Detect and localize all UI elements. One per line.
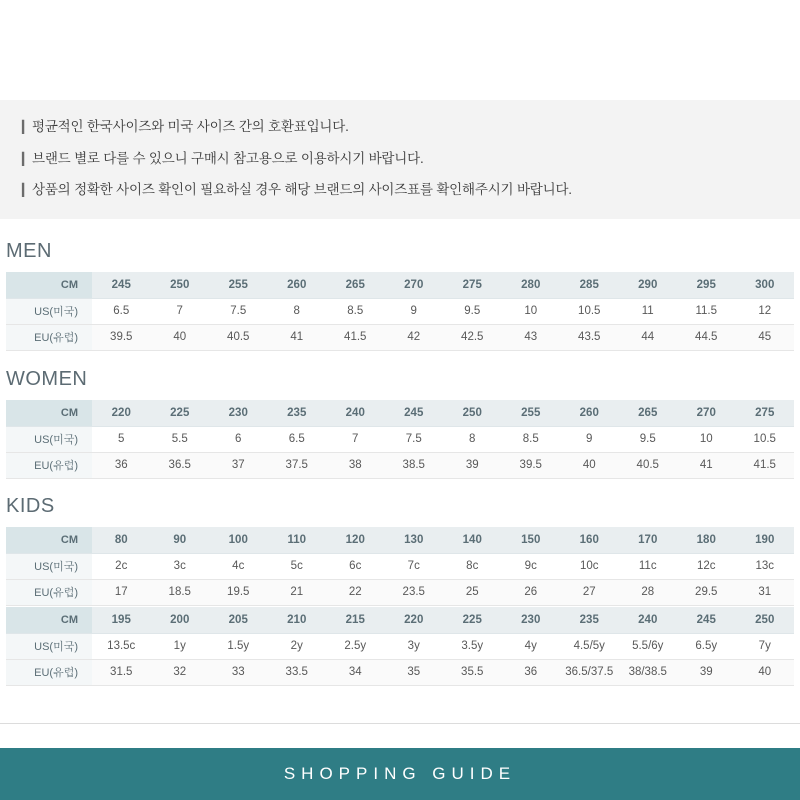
cell: 10.5 <box>736 426 795 452</box>
cell: 28 <box>619 579 678 605</box>
cell: 250 <box>151 272 210 298</box>
cell: 90 <box>151 527 210 553</box>
table-row <box>6 607 794 633</box>
cell: 32 <box>151 659 210 685</box>
cell: 43.5 <box>560 324 619 350</box>
table-row <box>6 659 794 685</box>
cell: 6.5y <box>677 633 736 659</box>
cell: 5 <box>92 426 151 452</box>
cell: 2c <box>92 553 151 579</box>
cell: 3c <box>151 553 210 579</box>
cell: 42.5 <box>443 324 502 350</box>
cell: 290 <box>619 272 678 298</box>
cell: 7y <box>736 633 795 659</box>
cell: 8.5 <box>326 298 385 324</box>
table-row <box>6 426 794 452</box>
row-label: EU(유럽) <box>6 452 92 478</box>
cell: 4.5/5y <box>560 633 619 659</box>
cell: 270 <box>677 400 736 426</box>
cell: 13.5c <box>92 633 151 659</box>
cell: 255 <box>209 272 268 298</box>
cell: 255 <box>502 400 561 426</box>
cell: 220 <box>385 607 444 633</box>
cell: 2.5y <box>326 633 385 659</box>
cell: 12c <box>677 553 736 579</box>
cell: 265 <box>326 272 385 298</box>
cell: 11.5 <box>677 298 736 324</box>
cell: 195 <box>92 607 151 633</box>
row-label: US(미국) <box>6 553 92 579</box>
notice-text: 상품의 정확한 사이즈 확인이 필요하실 경우 해당 브랜드의 사이즈표를 확인해주시기 바랍니다. <box>32 182 572 198</box>
cell: 36 <box>502 659 561 685</box>
footer-divider <box>0 723 800 724</box>
cell: 245 <box>677 607 736 633</box>
cell: 120 <box>326 527 385 553</box>
cell: 19.5 <box>209 579 268 605</box>
row-label: US(미국) <box>6 633 92 659</box>
notice-line-1 <box>22 118 778 136</box>
cell: 10.5 <box>560 298 619 324</box>
cell: 9 <box>560 426 619 452</box>
cell: 34 <box>326 659 385 685</box>
cell: 6c <box>326 553 385 579</box>
notice-text: 브랜드 별로 다를 수 있으니 구매시 참고용으로 이용하시기 바랍니다. <box>32 150 424 166</box>
cell: 295 <box>677 272 736 298</box>
cell: 3.5y <box>443 633 502 659</box>
cell: 285 <box>560 272 619 298</box>
table-row <box>6 272 794 298</box>
cell: 3y <box>385 633 444 659</box>
cell: 8c <box>443 553 502 579</box>
cell: 9 <box>385 298 444 324</box>
cell: 36.5/37.5 <box>560 659 619 685</box>
cell: 41 <box>677 452 736 478</box>
cell: 40.5 <box>209 324 268 350</box>
cell: 11c <box>619 553 678 579</box>
section-title-women: WOMEN <box>6 368 88 390</box>
cell: 13c <box>736 553 795 579</box>
cell: 7.5 <box>385 426 444 452</box>
cell: 39 <box>443 452 502 478</box>
table-row <box>6 452 794 478</box>
cell: 36.5 <box>151 452 210 478</box>
cell: 225 <box>151 400 210 426</box>
cell: 215 <box>326 607 385 633</box>
cell: 235 <box>268 400 327 426</box>
cell: 200 <box>151 607 210 633</box>
cell: 35 <box>385 659 444 685</box>
cell: 190 <box>736 527 795 553</box>
cell: 23.5 <box>385 579 444 605</box>
table-row <box>6 633 794 659</box>
cell: 225 <box>443 607 502 633</box>
row-label: US(미국) <box>6 426 92 452</box>
cell: 8.5 <box>502 426 561 452</box>
cell: 1y <box>151 633 210 659</box>
cell: 25 <box>443 579 502 605</box>
cell: 150 <box>502 527 561 553</box>
cell: 41.5 <box>326 324 385 350</box>
cell: 205 <box>209 607 268 633</box>
cell: 6.5 <box>92 298 151 324</box>
cell: 42 <box>385 324 444 350</box>
bullet-icon: ▎ <box>22 120 32 134</box>
cell: 39 <box>677 659 736 685</box>
cell: 250 <box>443 400 502 426</box>
cell: 5.5/6y <box>619 633 678 659</box>
cell: 37.5 <box>268 452 327 478</box>
cell: 9c <box>502 553 561 579</box>
cell: 33.5 <box>268 659 327 685</box>
cell: 39.5 <box>92 324 151 350</box>
row-label: CM <box>6 527 92 553</box>
size-table-women <box>6 400 794 479</box>
cell: 100 <box>209 527 268 553</box>
cell: 44.5 <box>677 324 736 350</box>
cell: 9.5 <box>619 426 678 452</box>
cell: 10 <box>677 426 736 452</box>
cell: 275 <box>443 272 502 298</box>
cell: 265 <box>619 400 678 426</box>
cell: 140 <box>443 527 502 553</box>
cell: 180 <box>677 527 736 553</box>
cell: 7c <box>385 553 444 579</box>
cell: 35.5 <box>443 659 502 685</box>
size-table-men <box>6 272 794 351</box>
cell: 5c <box>268 553 327 579</box>
cell: 260 <box>268 272 327 298</box>
cell: 40.5 <box>619 452 678 478</box>
cell: 8 <box>443 426 502 452</box>
cell: 240 <box>619 607 678 633</box>
cell: 33 <box>209 659 268 685</box>
row-label: CM <box>6 272 92 298</box>
cell: 40 <box>560 452 619 478</box>
row-label: EU(유럽) <box>6 324 92 350</box>
cell: 6.5 <box>268 426 327 452</box>
notice-line-2 <box>22 150 778 168</box>
cell: 170 <box>619 527 678 553</box>
cell: 27 <box>560 579 619 605</box>
cell: 31.5 <box>92 659 151 685</box>
cell: 300 <box>736 272 795 298</box>
cell: 275 <box>736 400 795 426</box>
cell: 4c <box>209 553 268 579</box>
row-label: EU(유럽) <box>6 579 92 605</box>
cell: 220 <box>92 400 151 426</box>
cell: 1.5y <box>209 633 268 659</box>
row-label: CM <box>6 400 92 426</box>
table-row <box>6 527 794 553</box>
cell: 230 <box>209 400 268 426</box>
cell: 240 <box>326 400 385 426</box>
cell: 43 <box>502 324 561 350</box>
cell: 29.5 <box>677 579 736 605</box>
cell: 130 <box>385 527 444 553</box>
cell: 5.5 <box>151 426 210 452</box>
row-label: US(미국) <box>6 298 92 324</box>
section-title-men: MEN <box>6 240 52 262</box>
footer-label: SHOPPING GUIDE <box>283 764 517 783</box>
cell: 45 <box>736 324 795 350</box>
cell: 12 <box>736 298 795 324</box>
cell: 18.5 <box>151 579 210 605</box>
cell: 245 <box>92 272 151 298</box>
notice-block <box>0 100 800 219</box>
row-label: CM <box>6 607 92 633</box>
cell: 40 <box>151 324 210 350</box>
cell: 11 <box>619 298 678 324</box>
cell: 26 <box>502 579 561 605</box>
bullet-icon: ▎ <box>22 183 32 198</box>
cell: 9.5 <box>443 298 502 324</box>
cell: 39.5 <box>502 452 561 478</box>
notice-line-3 <box>22 181 778 199</box>
cell: 10 <box>502 298 561 324</box>
cell: 235 <box>560 607 619 633</box>
table-row <box>6 324 794 350</box>
cell: 280 <box>502 272 561 298</box>
cell: 38 <box>326 452 385 478</box>
cell: 21 <box>268 579 327 605</box>
cell: 230 <box>502 607 561 633</box>
cell: 8 <box>268 298 327 324</box>
section-title-kids: KIDS <box>6 495 55 517</box>
table-row <box>6 579 794 605</box>
cell: 40 <box>736 659 795 685</box>
cell: 6 <box>209 426 268 452</box>
cell: 110 <box>268 527 327 553</box>
cell: 22 <box>326 579 385 605</box>
cell: 250 <box>736 607 795 633</box>
cell: 38/38.5 <box>619 659 678 685</box>
cell: 36 <box>92 452 151 478</box>
cell: 7.5 <box>209 298 268 324</box>
cell: 41 <box>268 324 327 350</box>
cell: 245 <box>385 400 444 426</box>
footer-banner <box>0 748 800 800</box>
table-row <box>6 553 794 579</box>
size-table-kids-2 <box>6 607 794 686</box>
cell: 2y <box>268 633 327 659</box>
cell: 38.5 <box>385 452 444 478</box>
cell: 37 <box>209 452 268 478</box>
notice-text: 평균적인 한국사이즈와 미국 사이즈 간의 호환표입니다. <box>32 119 349 134</box>
cell: 10c <box>560 553 619 579</box>
cell: 7 <box>151 298 210 324</box>
cell: 260 <box>560 400 619 426</box>
cell: 210 <box>268 607 327 633</box>
table-row <box>6 298 794 324</box>
cell: 4y <box>502 633 561 659</box>
size-table-kids-1 <box>6 527 794 606</box>
cell: 31 <box>736 579 795 605</box>
cell: 270 <box>385 272 444 298</box>
cell: 44 <box>619 324 678 350</box>
bullet-icon: ▎ <box>22 151 32 166</box>
cell: 7 <box>326 426 385 452</box>
cell: 17 <box>92 579 151 605</box>
table-row <box>6 400 794 426</box>
cell: 160 <box>560 527 619 553</box>
cell: 41.5 <box>736 452 795 478</box>
row-label: EU(유럽) <box>6 659 92 685</box>
cell: 80 <box>92 527 151 553</box>
